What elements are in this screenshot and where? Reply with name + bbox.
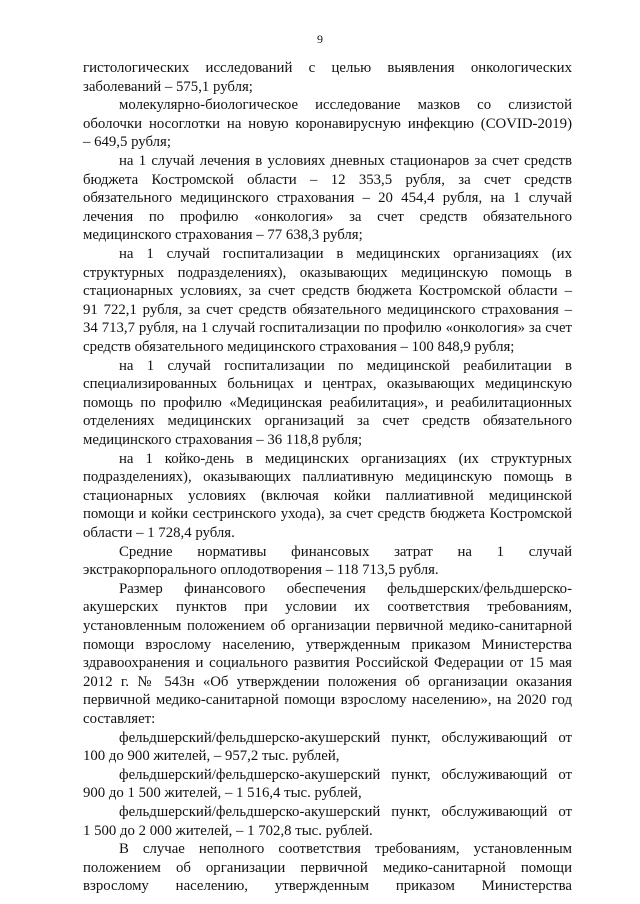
text-line: специализированных больницах и центрах, оказывающих медицинскую: [83, 376, 572, 393]
text-line: 34 713,7 рубля, на 1 случай госпитализации по профилю «онкология» за счет: [83, 320, 572, 337]
text-line: заболеваний – 575,1 рубля;: [83, 78, 253, 95]
text-line: оболочки носоглотки на новую коронавирусную инфекцию (COVID-2019): [83, 115, 572, 132]
text-line: на 1 случай лечения в условиях дневных стационаров за счет средств: [119, 153, 572, 169]
text-line: 900 до 1 500 жителей, – 1 516,4 тыс. рублей,: [83, 785, 362, 802]
text-line: молекулярно-биологическое исследование мазков со слизистой: [119, 97, 572, 114]
text-line: бюджета Костромской области – 12 353,5 рубля, за счет средств: [83, 171, 572, 188]
text-line: стационарных условиях, за счет средств бюджета Костромской области –: [83, 283, 572, 300]
page-number: 9: [317, 32, 323, 46]
text-line: медицинского страхования – 36 118,8 рубля;: [83, 432, 363, 448]
text-line: средств обязательного медицинского страхования – 100 848,9 рубля;: [83, 339, 515, 355]
text-line: помощь по профилю «Медицинская реабилитация», и реабилитационных: [83, 394, 572, 411]
text-line: на 1 случай госпитализации в медицинских организациях (их: [119, 246, 572, 262]
text-line: акушерских пунктов при условии их соответствия требованиям,: [83, 599, 572, 616]
text-line: – 649,5 рубля;: [83, 134, 171, 151]
text-line: положением об организации первичной медико-санитарной помощи: [83, 859, 572, 876]
text-line: фельдшерский/фельдшерско-акушерский пункт, обслуживающий от: [119, 804, 572, 820]
text-line: Размер финансового обеспечения фельдшерских/фельдшерско-: [119, 580, 572, 597]
text-line: 100 до 900 жителей, – 957,2 тыс. рублей,: [83, 748, 340, 765]
text-line: здравоохранения и социального развития Российской Федерации от 15 мая: [83, 655, 572, 672]
text-line: области – 1 728,4 рубля.: [83, 525, 235, 541]
text-line: стационарных условиях (включая койки паллиативной медицинской: [83, 487, 572, 504]
text-line: помощи взрослому населению, утвержденным приказом Министерства: [83, 636, 572, 653]
text-line: помощи и койки сестринского ухода), за счет средств бюджета Костромской: [83, 506, 572, 523]
text-line: фельдшерский/фельдшерско-акушерский пункт, обслуживающий от: [119, 766, 572, 783]
text-line: первичной медико-санитарной помощи взрослому населению», на 2020 год: [83, 692, 572, 709]
text-line: экстракорпорального оплодотворения – 118 713,5 рубля.: [83, 562, 439, 579]
text-line: отделениях медицинских организаций за счет средств обязательного: [83, 413, 572, 430]
text-line: лечения по профилю «онкология» за счет средств обязательного: [83, 208, 572, 225]
text-line: обязательного медицинского страхования – 20 454,4 рубля, на 1 случай: [83, 190, 572, 207]
text-line: медицинского страхования – 77 638,3 рубля;: [83, 227, 363, 244]
text-line: структурных подразделениях), оказывающих медицинскую помощь в: [83, 264, 572, 281]
text-line: на 1 койко-день в медицинских организациях (их структурных: [119, 450, 572, 467]
text-line: 1 500 до 2 000 жителей, – 1 702,8 тыс. рублей.: [83, 822, 373, 839]
text-line: установленным положением об организации первичной медико-санитарной: [83, 618, 572, 634]
text-line: фельдшерский/фельдшерско-акушерский пункт, обслуживающий от: [119, 729, 572, 746]
text-line: гистологических исследований с целью выявления онкологических: [83, 60, 572, 76]
text-line: взрослому населению, утвержденным приказом Министерства: [83, 878, 572, 895]
text-line: составляет:: [83, 711, 156, 727]
text-line: подразделениях), оказывающих паллиативную медицинскую помощь в: [83, 469, 572, 486]
text-line: Средние нормативы финансовых затрат на 1 случай: [119, 543, 572, 560]
text-line: 2012 г. № 543н «Об утверждении положения об организации оказания: [83, 673, 572, 690]
text-line: В случае неполного соответствия требованиям, установленным: [119, 841, 572, 858]
text-line: 91 722,1 рубля, за счет средств обязательного медицинского страхования –: [83, 301, 572, 318]
text-line: на 1 случай госпитализации по медицинской реабилитации в: [119, 357, 572, 374]
